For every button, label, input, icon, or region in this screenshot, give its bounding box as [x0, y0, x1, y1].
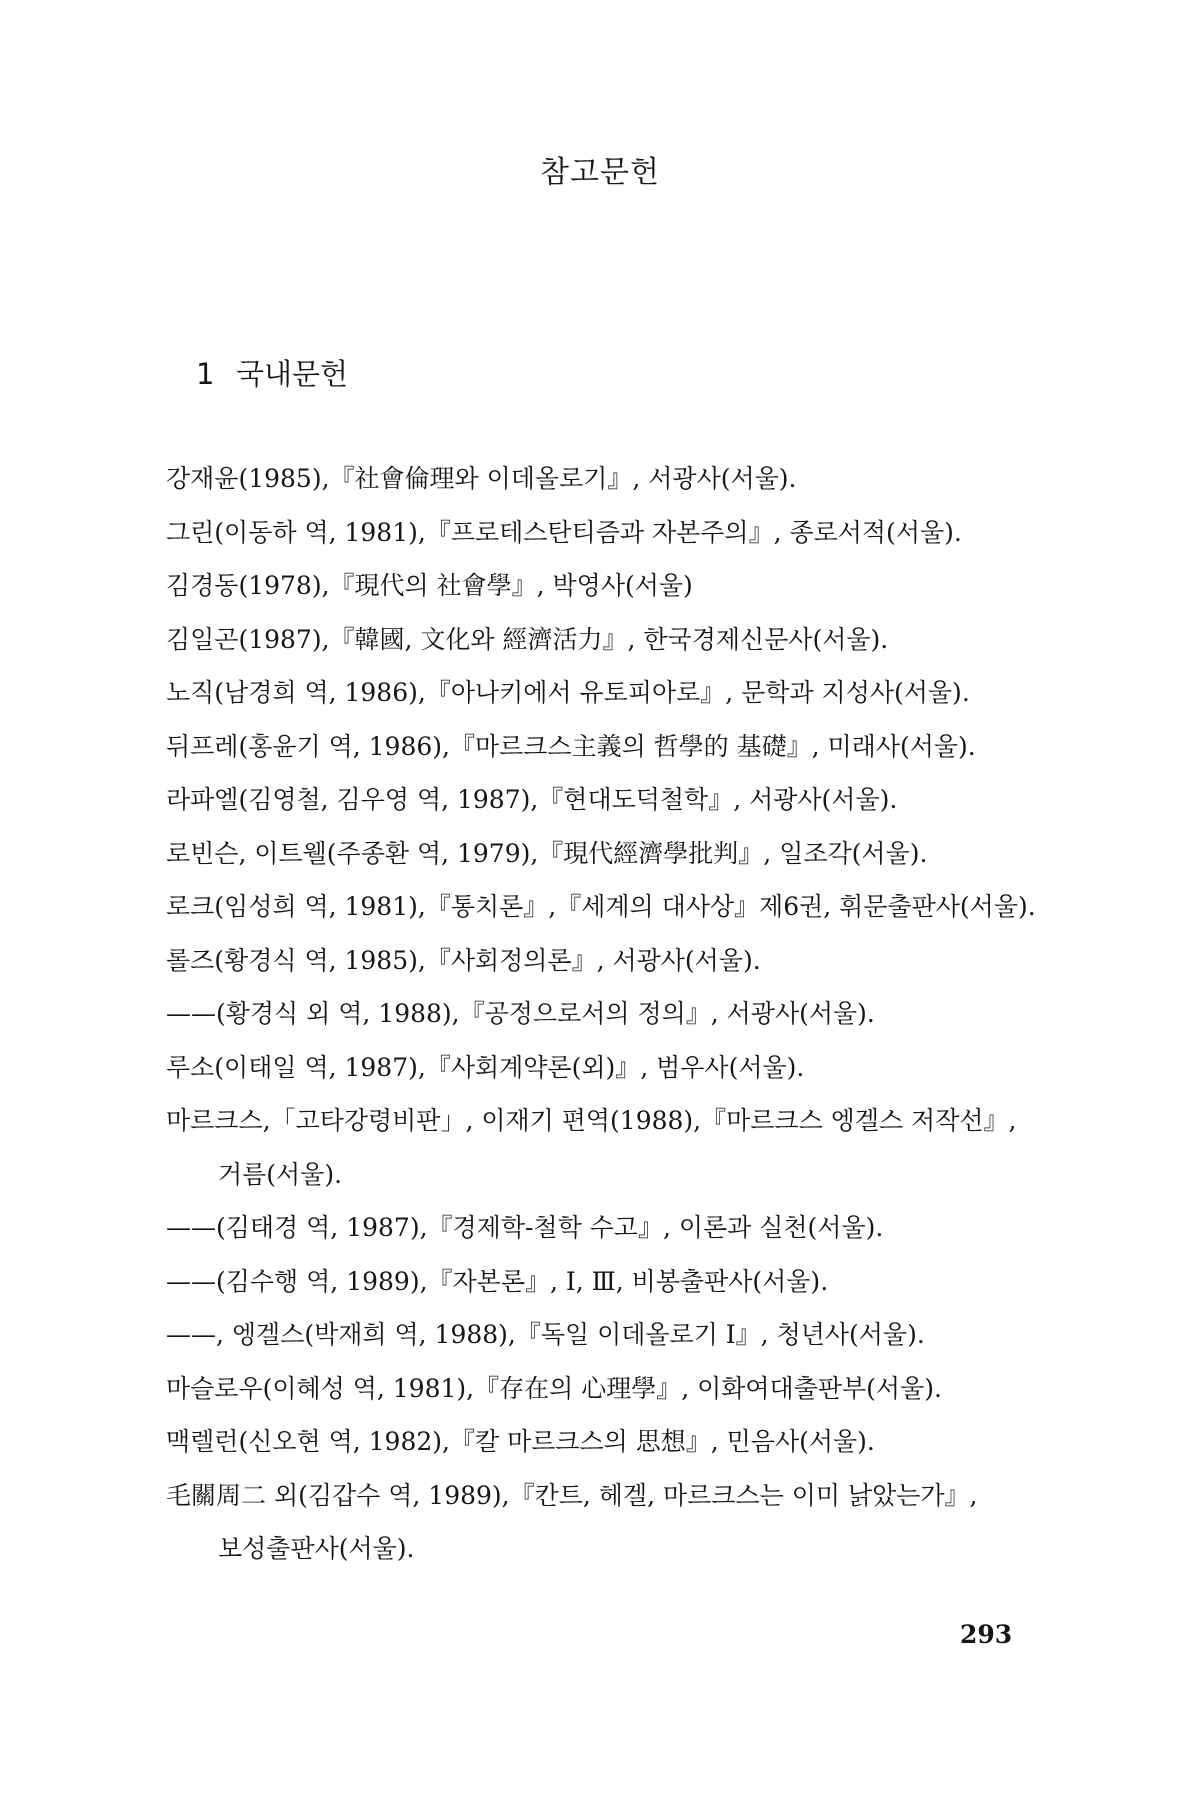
reference-item: ——(김태경 역, 1987),『경제학-철학 수고』, 이론과 실천(서울).	[166, 1213, 884, 1242]
reference-item: ——(황경식 외 역, 1988),『공정으로서의 정의』, 서광사(서울).	[166, 999, 875, 1028]
section-number: 1	[196, 357, 215, 391]
reference-item: 맥렐런(신오현 역, 1982),『칼 마르크스의 思想』, 민음사(서울).	[166, 1427, 875, 1456]
reference-item: ——, 엥겔스(박재희 역, 1988),『독일 이데올로기 Ⅰ』, 청년사(서울).	[166, 1320, 925, 1349]
reference-item: 마르크스,「고타강령비판」, 이재기 편역(1988),『마르크스 엥겔스 저작선』, 거름(서울).	[166, 1106, 1017, 1189]
reference-item: 김일곤(1987),『韓國, 文化와 經濟活力』, 한국경제신문사(서울).	[166, 624, 889, 654]
reference-item: 뒤프레(홍윤기 역, 1986),『마르크스主義의 哲學的 基礎』, 미래사(서울).	[166, 731, 976, 761]
reference-item: 롤즈(황경식 역, 1985),『사회정의론』, 서광사(서울).	[166, 945, 761, 975]
reference-item: 毛關周二 외(김갑수 역, 1989),『칸트, 헤겔, 마르크스는 이미 낡았는가』, 보성출판사(서울).	[166, 1480, 978, 1563]
reference-item: 마슬로우(이혜성 역, 1981),『存在의 心理學』, 이화여대출판부(서울).	[166, 1373, 942, 1403]
reference-item: ——(김수행 역, 1989),『자본론』, Ⅰ, Ⅲ, 비봉출판사(서울).	[166, 1266, 829, 1296]
reference-list	[166, 452, 1046, 1576]
reference-item: 루소(이태일 역, 1987),『사회계약론(외)』, 범우사(서울).	[166, 1052, 805, 1082]
reference-item: 로빈슨, 이트웰(주종환 역, 1979),『現代經濟學批判』, 일조각(서울).	[166, 838, 928, 868]
reference-item: 라파엘(김영철, 김우영 역, 1987),『현대도덕철학』, 서광사(서울).	[166, 785, 898, 814]
reference-item: 김경동(1978),『現代의 社會學』, 박영사(서울)	[166, 571, 693, 600]
page-number: 293	[960, 1620, 1013, 1649]
page-title: 참고문헌	[540, 155, 660, 190]
reference-item: 강재윤(1985),『社會倫理와 이데올로기』, 서광사(서울).	[166, 464, 797, 493]
section-heading	[196, 352, 348, 393]
reference-item: 그린(이동하 역, 1981),『프로테스탄티즘과 자본주의』, 종로서적(서울).	[166, 517, 962, 547]
section-title: 국내문헌	[236, 357, 349, 391]
reference-item: 로크(임성희 역, 1981),『통치론』,『세계의 대사상』제6권, 휘문출판사(서울).	[166, 892, 1036, 921]
reference-item: 노직(남경희 역, 1986),『아나키에서 유토피아로』, 문학과 지성사(서울).	[166, 678, 970, 707]
